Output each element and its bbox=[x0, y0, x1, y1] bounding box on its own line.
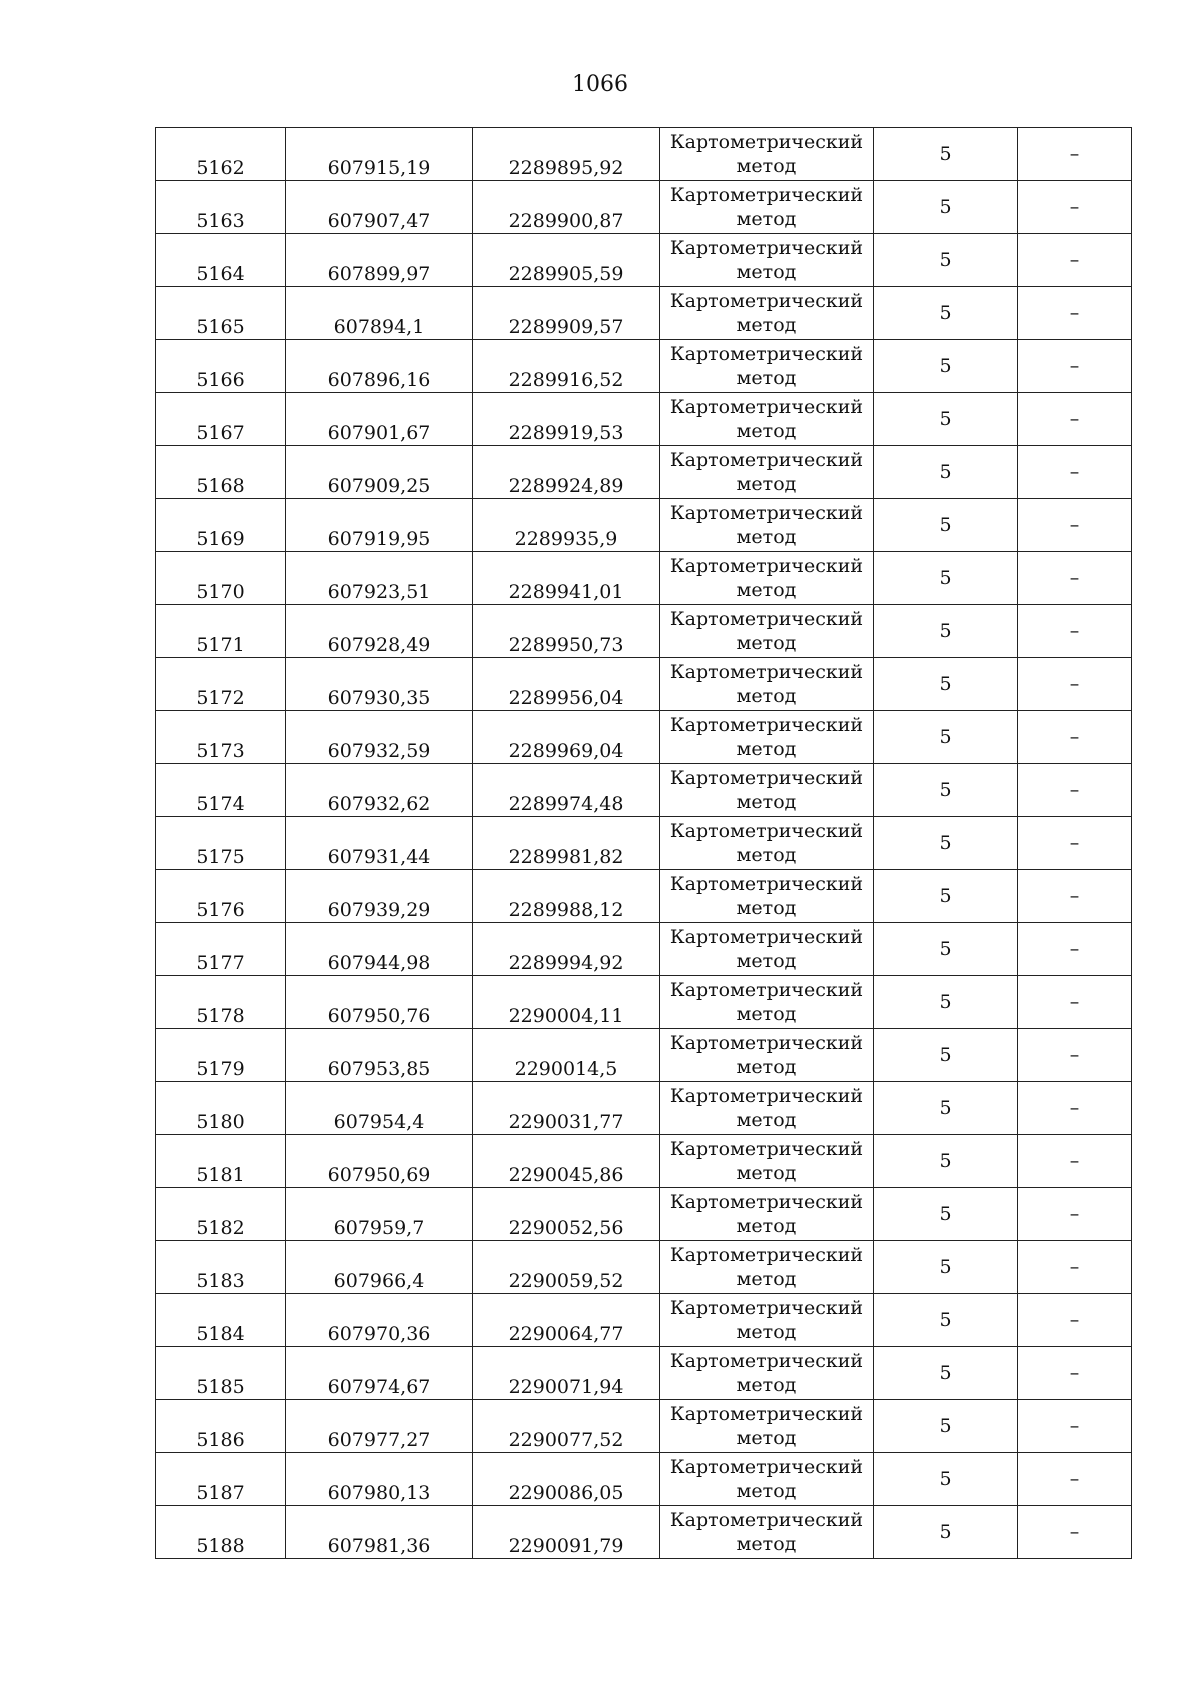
table-row bbox=[156, 711, 1132, 764]
note-cell: – bbox=[1018, 1029, 1132, 1082]
point-number-cell: 5178 bbox=[156, 976, 286, 1029]
method-line-1: Картометрический bbox=[669, 131, 864, 153]
method-cell bbox=[660, 1241, 874, 1294]
table-row bbox=[156, 605, 1132, 658]
note-cell: – bbox=[1018, 605, 1132, 658]
y-coordinate-cell: 2290045,86 bbox=[473, 1135, 660, 1188]
y-coordinate-cell: 2289956,04 bbox=[473, 658, 660, 711]
note-cell: – bbox=[1018, 711, 1132, 764]
accuracy-cell: 5 bbox=[874, 1506, 1018, 1559]
x-coordinate-cell: 607932,59 bbox=[286, 711, 473, 764]
method-cell bbox=[660, 1188, 874, 1241]
table-row bbox=[156, 1506, 1132, 1559]
table-row bbox=[156, 1135, 1132, 1188]
y-coordinate-cell: 2289919,53 bbox=[473, 393, 660, 446]
x-coordinate-cell: 607901,67 bbox=[286, 393, 473, 446]
note-cell: – bbox=[1018, 1347, 1132, 1400]
note-cell: – bbox=[1018, 1506, 1132, 1559]
table-row bbox=[156, 1241, 1132, 1294]
table-row bbox=[156, 234, 1132, 287]
method-line-1: Картометрический bbox=[669, 1138, 864, 1160]
x-coordinate-cell: 607919,95 bbox=[286, 499, 473, 552]
x-coordinate-cell: 607959,7 bbox=[286, 1188, 473, 1241]
accuracy-cell: 5 bbox=[874, 287, 1018, 340]
note-cell: – bbox=[1018, 1135, 1132, 1188]
note-cell: – bbox=[1018, 287, 1132, 340]
x-coordinate-cell: 607909,25 bbox=[286, 446, 473, 499]
method-line-1: Картометрический bbox=[669, 1032, 864, 1054]
point-number-cell: 5177 bbox=[156, 923, 286, 976]
y-coordinate-cell: 2289924,89 bbox=[473, 446, 660, 499]
coordinates-table-body bbox=[156, 128, 1132, 1559]
note-cell: – bbox=[1018, 446, 1132, 499]
page-number: 1066 bbox=[572, 72, 628, 97]
point-number-cell: 5169 bbox=[156, 499, 286, 552]
table-row bbox=[156, 181, 1132, 234]
x-coordinate-cell: 607966,4 bbox=[286, 1241, 473, 1294]
x-coordinate-cell: 607953,85 bbox=[286, 1029, 473, 1082]
x-coordinate-cell: 607923,51 bbox=[286, 552, 473, 605]
accuracy-cell: 5 bbox=[874, 499, 1018, 552]
table-row bbox=[156, 128, 1132, 181]
method-line-1: Картометрический bbox=[669, 449, 864, 471]
point-number-cell: 5176 bbox=[156, 870, 286, 923]
method-line-2: метод bbox=[736, 1533, 797, 1555]
y-coordinate-cell: 2290064,77 bbox=[473, 1294, 660, 1347]
point-number-cell: 5171 bbox=[156, 605, 286, 658]
method-line-2: метод bbox=[736, 1003, 797, 1025]
method-line-1: Картометрический bbox=[669, 184, 864, 206]
method-line-1: Картометрический bbox=[669, 1456, 864, 1478]
method-line-1: Картометрический bbox=[669, 1403, 864, 1425]
table-row bbox=[156, 817, 1132, 870]
accuracy-cell: 5 bbox=[874, 711, 1018, 764]
note-cell: – bbox=[1018, 552, 1132, 605]
note-cell: – bbox=[1018, 1241, 1132, 1294]
method-cell bbox=[660, 658, 874, 711]
note-cell: – bbox=[1018, 340, 1132, 393]
method-cell bbox=[660, 923, 874, 976]
method-cell bbox=[660, 1029, 874, 1082]
x-coordinate-cell: 607899,97 bbox=[286, 234, 473, 287]
point-number-cell: 5184 bbox=[156, 1294, 286, 1347]
table-row bbox=[156, 1294, 1132, 1347]
accuracy-cell: 5 bbox=[874, 1188, 1018, 1241]
method-line-2: метод bbox=[736, 1374, 797, 1396]
method-line-1: Картометрический bbox=[669, 1085, 864, 1107]
method-line-1: Картометрический bbox=[669, 1297, 864, 1319]
x-coordinate-cell: 607970,36 bbox=[286, 1294, 473, 1347]
table-row bbox=[156, 1400, 1132, 1453]
accuracy-cell: 5 bbox=[874, 1453, 1018, 1506]
y-coordinate-cell: 2289905,59 bbox=[473, 234, 660, 287]
method-line-1: Картометрический bbox=[669, 608, 864, 630]
accuracy-cell: 5 bbox=[874, 393, 1018, 446]
note-cell: – bbox=[1018, 923, 1132, 976]
method-line-1: Картометрический bbox=[669, 661, 864, 683]
x-coordinate-cell: 607950,69 bbox=[286, 1135, 473, 1188]
note-cell: – bbox=[1018, 817, 1132, 870]
x-coordinate-cell: 607915,19 bbox=[286, 128, 473, 181]
x-coordinate-cell: 607932,62 bbox=[286, 764, 473, 817]
method-line-2: метод bbox=[736, 1215, 797, 1237]
method-line-1: Картометрический bbox=[669, 1244, 864, 1266]
x-coordinate-cell: 607928,49 bbox=[286, 605, 473, 658]
method-line-1: Картометрический bbox=[669, 290, 864, 312]
y-coordinate-cell: 2289950,73 bbox=[473, 605, 660, 658]
y-coordinate-cell: 2289988,12 bbox=[473, 870, 660, 923]
point-number-cell: 5170 bbox=[156, 552, 286, 605]
method-cell bbox=[660, 764, 874, 817]
x-coordinate-cell: 607974,67 bbox=[286, 1347, 473, 1400]
x-coordinate-cell: 607980,13 bbox=[286, 1453, 473, 1506]
y-coordinate-cell: 2289994,92 bbox=[473, 923, 660, 976]
method-cell bbox=[660, 181, 874, 234]
method-cell bbox=[660, 976, 874, 1029]
table-row bbox=[156, 393, 1132, 446]
note-cell: – bbox=[1018, 181, 1132, 234]
method-line-2: метод bbox=[736, 261, 797, 283]
x-coordinate-cell: 607944,98 bbox=[286, 923, 473, 976]
note-cell: – bbox=[1018, 234, 1132, 287]
method-line-2: метод bbox=[736, 1162, 797, 1184]
table-row bbox=[156, 446, 1132, 499]
method-cell bbox=[660, 128, 874, 181]
note-cell: – bbox=[1018, 1400, 1132, 1453]
point-number-cell: 5163 bbox=[156, 181, 286, 234]
x-coordinate-cell: 607981,36 bbox=[286, 1506, 473, 1559]
note-cell: – bbox=[1018, 1453, 1132, 1506]
table-row bbox=[156, 552, 1132, 605]
note-cell: – bbox=[1018, 658, 1132, 711]
accuracy-cell: 5 bbox=[874, 1241, 1018, 1294]
point-number-cell: 5175 bbox=[156, 817, 286, 870]
method-line-2: метод bbox=[736, 1321, 797, 1343]
note-cell: – bbox=[1018, 976, 1132, 1029]
y-coordinate-cell: 2290059,52 bbox=[473, 1241, 660, 1294]
method-line-1: Картометрический bbox=[669, 1509, 864, 1531]
method-cell bbox=[660, 1453, 874, 1506]
note-cell: – bbox=[1018, 393, 1132, 446]
y-coordinate-cell: 2289916,52 bbox=[473, 340, 660, 393]
method-line-2: метод bbox=[736, 473, 797, 495]
accuracy-cell: 5 bbox=[874, 605, 1018, 658]
method-line-2: метод bbox=[736, 1109, 797, 1131]
method-line-1: Картометрический bbox=[669, 343, 864, 365]
table-row bbox=[156, 1453, 1132, 1506]
y-coordinate-cell: 2289900,87 bbox=[473, 181, 660, 234]
method-cell bbox=[660, 446, 874, 499]
y-coordinate-cell: 2290014,5 bbox=[473, 1029, 660, 1082]
method-cell bbox=[660, 393, 874, 446]
y-coordinate-cell: 2290086,05 bbox=[473, 1453, 660, 1506]
method-line-1: Картометрический bbox=[669, 396, 864, 418]
method-line-1: Картометрический bbox=[669, 820, 864, 842]
accuracy-cell: 5 bbox=[874, 976, 1018, 1029]
table-row bbox=[156, 658, 1132, 711]
accuracy-cell: 5 bbox=[874, 340, 1018, 393]
method-cell bbox=[660, 1082, 874, 1135]
method-cell bbox=[660, 340, 874, 393]
point-number-cell: 5172 bbox=[156, 658, 286, 711]
method-line-2: метод bbox=[736, 1480, 797, 1502]
point-number-cell: 5185 bbox=[156, 1347, 286, 1400]
note-cell: – bbox=[1018, 1188, 1132, 1241]
table-row bbox=[156, 923, 1132, 976]
accuracy-cell: 5 bbox=[874, 1400, 1018, 1453]
x-coordinate-cell: 607907,47 bbox=[286, 181, 473, 234]
accuracy-cell: 5 bbox=[874, 870, 1018, 923]
y-coordinate-cell: 2290091,79 bbox=[473, 1506, 660, 1559]
table-row bbox=[156, 287, 1132, 340]
point-number-cell: 5188 bbox=[156, 1506, 286, 1559]
y-coordinate-cell: 2290071,94 bbox=[473, 1347, 660, 1400]
point-number-cell: 5174 bbox=[156, 764, 286, 817]
y-coordinate-cell: 2290031,77 bbox=[473, 1082, 660, 1135]
method-line-2: метод bbox=[736, 208, 797, 230]
method-cell bbox=[660, 605, 874, 658]
point-number-cell: 5166 bbox=[156, 340, 286, 393]
accuracy-cell: 5 bbox=[874, 923, 1018, 976]
method-line-2: метод bbox=[736, 314, 797, 336]
point-number-cell: 5165 bbox=[156, 287, 286, 340]
method-line-1: Картометрический bbox=[669, 555, 864, 577]
note-cell: – bbox=[1018, 870, 1132, 923]
accuracy-cell: 5 bbox=[874, 446, 1018, 499]
method-line-2: метод bbox=[736, 897, 797, 919]
accuracy-cell: 5 bbox=[874, 817, 1018, 870]
method-cell bbox=[660, 552, 874, 605]
method-cell bbox=[660, 1400, 874, 1453]
method-line-2: метод bbox=[736, 791, 797, 813]
method-line-1: Картометрический bbox=[669, 873, 864, 895]
table-row bbox=[156, 340, 1132, 393]
accuracy-cell: 5 bbox=[874, 234, 1018, 287]
table-row bbox=[156, 1082, 1132, 1135]
accuracy-cell: 5 bbox=[874, 1294, 1018, 1347]
y-coordinate-cell: 2290052,56 bbox=[473, 1188, 660, 1241]
x-coordinate-cell: 607896,16 bbox=[286, 340, 473, 393]
y-coordinate-cell: 2289909,57 bbox=[473, 287, 660, 340]
point-number-cell: 5179 bbox=[156, 1029, 286, 1082]
method-line-1: Картометрический bbox=[669, 979, 864, 1001]
accuracy-cell: 5 bbox=[874, 1029, 1018, 1082]
accuracy-cell: 5 bbox=[874, 764, 1018, 817]
point-number-cell: 5181 bbox=[156, 1135, 286, 1188]
method-line-2: метод bbox=[736, 738, 797, 760]
method-cell bbox=[660, 1135, 874, 1188]
table-row bbox=[156, 764, 1132, 817]
point-number-cell: 5173 bbox=[156, 711, 286, 764]
table-row bbox=[156, 1347, 1132, 1400]
x-coordinate-cell: 607939,29 bbox=[286, 870, 473, 923]
method-line-1: Картометрический bbox=[669, 1350, 864, 1372]
point-number-cell: 5183 bbox=[156, 1241, 286, 1294]
method-line-2: метод bbox=[736, 1056, 797, 1078]
note-cell: – bbox=[1018, 1294, 1132, 1347]
point-number-cell: 5180 bbox=[156, 1082, 286, 1135]
table-row bbox=[156, 870, 1132, 923]
x-coordinate-cell: 607931,44 bbox=[286, 817, 473, 870]
y-coordinate-cell: 2290004,11 bbox=[473, 976, 660, 1029]
point-number-cell: 5167 bbox=[156, 393, 286, 446]
accuracy-cell: 5 bbox=[874, 128, 1018, 181]
method-line-2: метод bbox=[736, 685, 797, 707]
method-line-2: метод bbox=[736, 1268, 797, 1290]
coordinates-table bbox=[155, 127, 1132, 1559]
x-coordinate-cell: 607894,1 bbox=[286, 287, 473, 340]
method-line-1: Картометрический bbox=[669, 502, 864, 524]
method-line-2: метод bbox=[736, 950, 797, 972]
method-line-2: метод bbox=[736, 844, 797, 866]
method-cell bbox=[660, 1347, 874, 1400]
y-coordinate-cell: 2289941,01 bbox=[473, 552, 660, 605]
method-cell bbox=[660, 817, 874, 870]
table-row bbox=[156, 1029, 1132, 1082]
point-number-cell: 5187 bbox=[156, 1453, 286, 1506]
method-line-2: метод bbox=[736, 1427, 797, 1449]
accuracy-cell: 5 bbox=[874, 552, 1018, 605]
method-line-2: метод bbox=[736, 367, 797, 389]
method-cell bbox=[660, 499, 874, 552]
table-row bbox=[156, 976, 1132, 1029]
point-number-cell: 5162 bbox=[156, 128, 286, 181]
y-coordinate-cell: 2289895,92 bbox=[473, 128, 660, 181]
note-cell: – bbox=[1018, 1082, 1132, 1135]
point-number-cell: 5186 bbox=[156, 1400, 286, 1453]
method-line-2: метод bbox=[736, 420, 797, 442]
method-line-2: метод bbox=[736, 632, 797, 654]
x-coordinate-cell: 607950,76 bbox=[286, 976, 473, 1029]
method-line-2: метод bbox=[736, 526, 797, 548]
method-cell bbox=[660, 711, 874, 764]
method-line-2: метод bbox=[736, 579, 797, 601]
method-line-1: Картометрический bbox=[669, 1191, 864, 1213]
accuracy-cell: 5 bbox=[874, 658, 1018, 711]
method-cell bbox=[660, 1294, 874, 1347]
x-coordinate-cell: 607954,4 bbox=[286, 1082, 473, 1135]
method-line-1: Картометрический bbox=[669, 714, 864, 736]
method-line-2: метод bbox=[736, 155, 797, 177]
note-cell: – bbox=[1018, 128, 1132, 181]
y-coordinate-cell: 2289935,9 bbox=[473, 499, 660, 552]
point-number-cell: 5164 bbox=[156, 234, 286, 287]
y-coordinate-cell: 2289981,82 bbox=[473, 817, 660, 870]
note-cell: – bbox=[1018, 764, 1132, 817]
x-coordinate-cell: 607930,35 bbox=[286, 658, 473, 711]
table-row bbox=[156, 1188, 1132, 1241]
note-cell: – bbox=[1018, 499, 1132, 552]
accuracy-cell: 5 bbox=[874, 181, 1018, 234]
y-coordinate-cell: 2289969,04 bbox=[473, 711, 660, 764]
point-number-cell: 5182 bbox=[156, 1188, 286, 1241]
method-cell bbox=[660, 234, 874, 287]
x-coordinate-cell: 607977,27 bbox=[286, 1400, 473, 1453]
y-coordinate-cell: 2289974,48 bbox=[473, 764, 660, 817]
method-line-1: Картометрический bbox=[669, 767, 864, 789]
method-cell bbox=[660, 870, 874, 923]
method-cell bbox=[660, 287, 874, 340]
method-line-1: Картометрический bbox=[669, 237, 864, 259]
accuracy-cell: 5 bbox=[874, 1135, 1018, 1188]
method-line-1: Картометрический bbox=[669, 926, 864, 948]
accuracy-cell: 5 bbox=[874, 1082, 1018, 1135]
table-row bbox=[156, 499, 1132, 552]
accuracy-cell: 5 bbox=[874, 1347, 1018, 1400]
method-cell bbox=[660, 1506, 874, 1559]
point-number-cell: 5168 bbox=[156, 446, 286, 499]
y-coordinate-cell: 2290077,52 bbox=[473, 1400, 660, 1453]
